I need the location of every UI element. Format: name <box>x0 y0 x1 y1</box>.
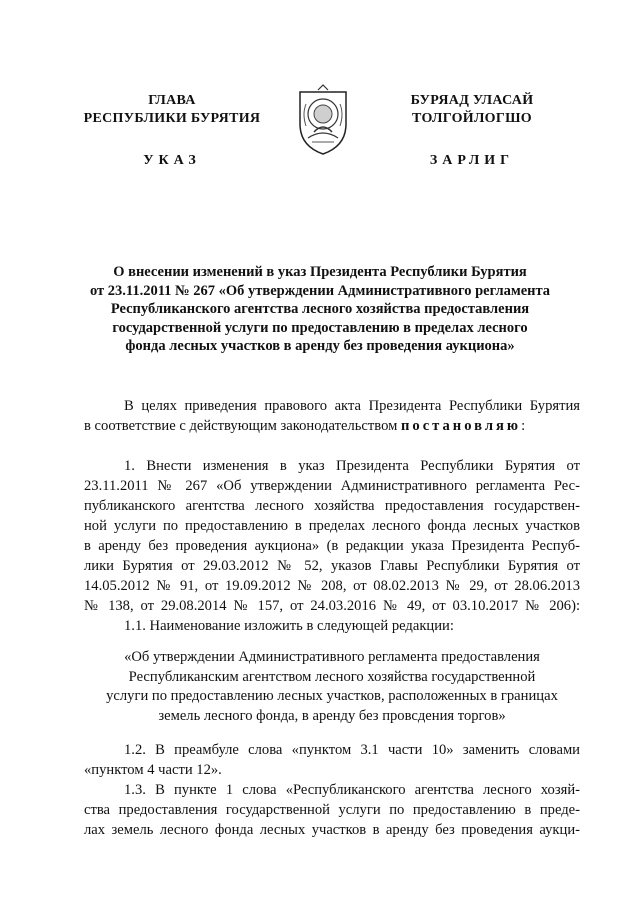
item-1-2-paragraph <box>84 740 580 780</box>
item-1-line: 23.11.2011 № 267 «Об утверждении Административного регламента Рес- <box>84 478 580 494</box>
quote-line: земель лесного фонда, в аренду без провсдения торгов» <box>158 707 506 724</box>
item-1-3-line: лах земель лесного фонда лесных участков в аренду без проведения аукци- <box>84 822 580 838</box>
decree-title <box>60 263 580 356</box>
title-line: фонда лесных участков в аренду без проведения аукциона» <box>125 338 515 354</box>
header-left-doc-type: УКАЗ <box>143 153 201 168</box>
preamble-end: : <box>521 418 526 434</box>
item-1-2-line: 1.2. В преамбуле слова «пунктом 3.1 части 10» заменить словами <box>124 742 580 758</box>
coat-of-arms-emblem-icon <box>294 84 352 156</box>
item-1-3-line: ства предоставления государственной услуги по предоставлению в преде- <box>84 802 580 818</box>
item-1-line: в аренду без проведения аукциона» (в редакции указа Президента Респуб- <box>84 538 580 554</box>
item-1-line: 1. Внести изменения в указ Президента Республики Бурятия от <box>124 458 580 474</box>
quote-line: услуги по предоставлению лесных участков, расположенных в границах <box>106 688 558 704</box>
quote-line: Республиканским агентством лесного хозяйства государственной <box>128 668 536 685</box>
header-right-doc-type: ЗАРЛИГ <box>429 153 515 168</box>
title-line: О внесении изменений в указ Президента Республики Бурятия <box>113 264 527 280</box>
preamble-line: В целях приведения правового акта Президента Республики Бурятия <box>124 398 580 414</box>
title-line: Республиканского агентства лесного хозяйства предоставления <box>110 301 530 317</box>
title-line: государственной услуги по предоставлению в пределах лесного <box>112 319 528 336</box>
preamble-line <box>84 416 580 436</box>
header-right-line1: БУРЯАД УЛАСАЙ <box>410 93 534 108</box>
header-right-line2: ТОЛГОЙЛОГШО <box>412 111 532 126</box>
item-1-3-line: 1.3. В пункте 1 слова «Республиканского агентства лесного хозяй- <box>124 782 580 798</box>
item-1-paragraph <box>84 456 580 636</box>
item-1-line: № 138, от 29.08.2014 № 157, от 24.03.2016 № 49, от 03.10.2017 № 206): <box>84 598 580 614</box>
item-1-line: 14.05.2012 № 91, от 19.09.2012 № 208, от 08.02.2013 № 29, от 28.06.2013 <box>84 578 580 594</box>
header-right <box>372 92 572 170</box>
item-1-1-line: 1.1. Наименование изложить в следующей редакции: <box>124 618 454 634</box>
header-left-line1: ГЛАВА <box>148 93 196 108</box>
preamble-text: в соответствие с действующим законодательством <box>84 418 401 434</box>
quote-line: «Об утверждении Административного регламента предоставления <box>124 649 540 665</box>
new-title-quote <box>84 648 580 726</box>
item-1-line: лики Бурятия от 29.03.2012 № 52, указов Главы Республики Бурятия от <box>84 558 580 574</box>
item-1-line: публиканского агентства лесного хозяйства предоставления государствен- <box>84 498 580 514</box>
preamble-paragraph <box>84 396 580 436</box>
preamble-keyword: постановляю <box>400 418 522 434</box>
item-1-2-line: «пунктом 4 части 12». <box>84 762 222 778</box>
header-left <box>72 92 272 170</box>
item-1-line: ной услуги по предоставлению в пределах лесного фонда лесных участков <box>84 518 580 534</box>
header-left-line2: РЕСПУБЛИКИ БУРЯТИЯ <box>83 111 261 126</box>
item-1-3-paragraph <box>84 780 580 840</box>
title-line: от 23.11.2011 № 267 «Об утверждении Административного регламента <box>89 282 551 299</box>
